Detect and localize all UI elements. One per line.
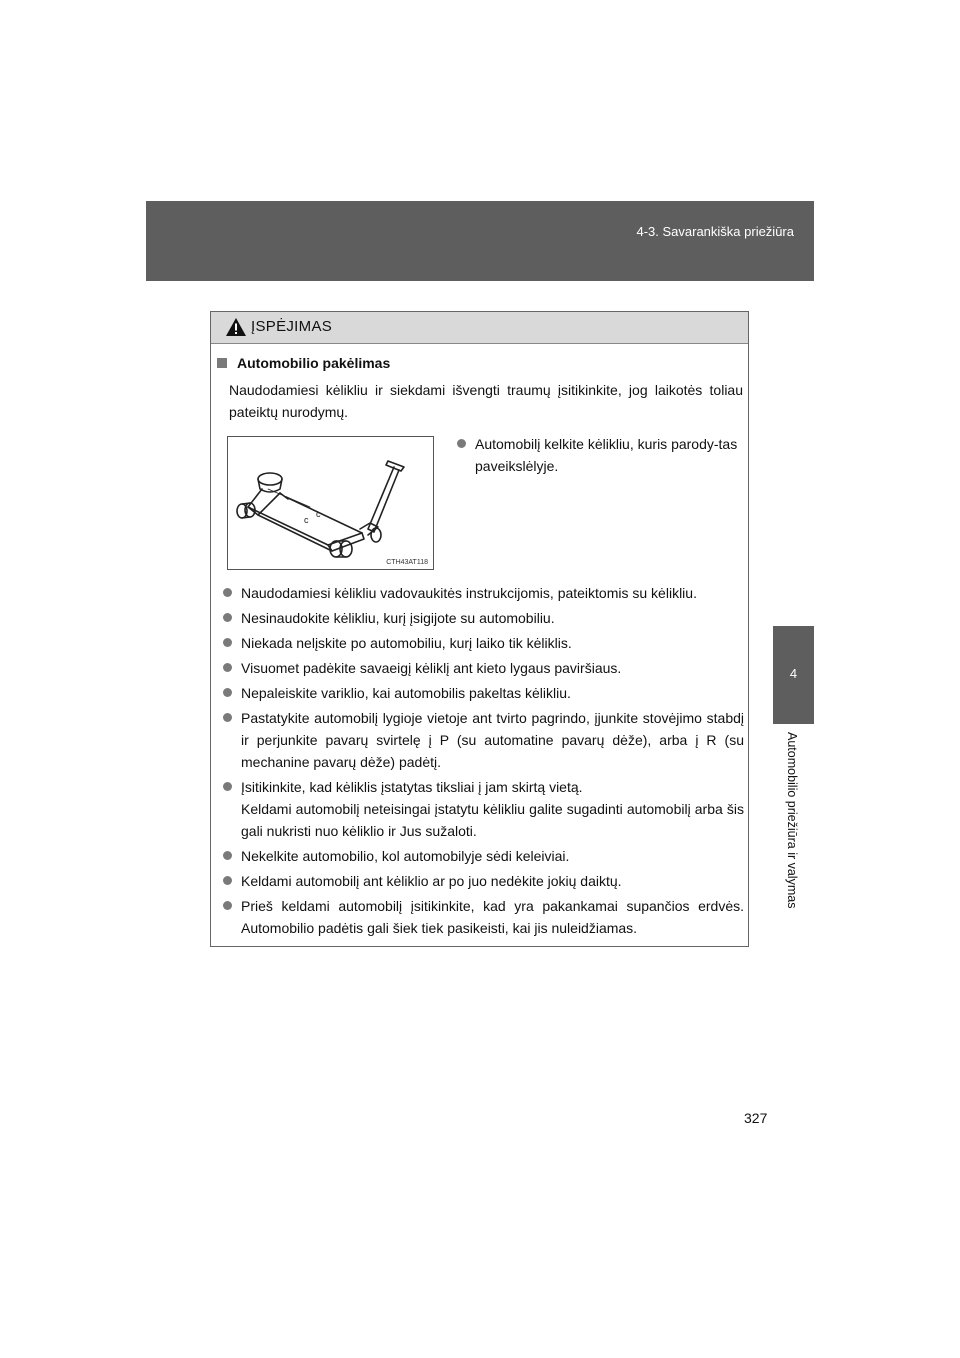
list-item-text: Nepaleiskite variklio, kai automobilis pakeltas kėlikliu. — [241, 685, 571, 701]
chapter-label: Automobilio priežiūra ir valymas — [785, 732, 799, 909]
list-item — [223, 582, 744, 604]
bullet-icon — [223, 588, 232, 597]
list-item-text: Nekelkite automobilio, kol automobilyje sėdi keleiviai. — [241, 848, 570, 864]
bullet-icon — [223, 901, 232, 910]
chapter-label-area — [773, 724, 814, 954]
list-item-text: Pastatykite automobilį lygioje vietoje ant tvirto pagrindo, įjunkite stovėjimo stabdį ir perjunkite pavarų svirtelę į P (su automatine pavarų dėže), arba į R (su mechanine pavarų dėže) padėtį. — [241, 710, 744, 770]
list-item — [223, 632, 744, 654]
bullet-icon — [223, 782, 232, 791]
list-item-text: Visuomet padėkite savaeigį kėliklį ant kieto lygaus paviršiaus. — [241, 660, 622, 676]
list-item-text: Nesinaudokite kėlikliu, kurį įsigijote su automobiliu. — [241, 610, 555, 626]
page-number: 327 — [744, 1110, 768, 1126]
floor-jack-illustration — [228, 437, 433, 569]
list-item-text: Keldami automobilį ant kėliklio ar po juo nedėkite jokių daiktų. — [241, 873, 622, 889]
bullet-icon — [223, 713, 232, 722]
list-item-text: Įsitikinkite, kad kėliklis įstatytas tiksliai į jam skirtą vietą. Keldami automobilį neteisingai įstatytu kėlikliu galite sugadinti automobilį arba šis gali nukristi nuo kėliklio ir Jus sužaloti. — [241, 779, 744, 839]
list-item — [223, 607, 744, 629]
warning-header — [211, 312, 748, 344]
chapter-number: 4 — [789, 666, 798, 681]
section-title-text: Automobilio pakėlimas — [237, 355, 391, 371]
list-item-text: Naudodamiesi kėlikliu vadovaukitės instrukcijomis, pateiktomis su kėlikliu. — [241, 585, 697, 601]
list-item — [223, 657, 744, 679]
svg-text:c: c — [304, 515, 309, 525]
bullet-list — [223, 582, 744, 942]
bullet-icon — [223, 638, 232, 647]
list-item — [223, 707, 744, 773]
figure-code: CTH43AT118 — [386, 559, 428, 566]
list-item — [223, 870, 744, 892]
section-header: 4-3. Savarankiška priežiūra — [636, 224, 794, 239]
square-bullet-icon — [217, 358, 227, 368]
list-item — [223, 845, 744, 867]
header-band — [146, 201, 814, 281]
bullet-icon — [223, 663, 232, 672]
jack-figure — [227, 436, 434, 570]
list-item — [223, 776, 744, 842]
list-item — [223, 682, 744, 704]
bullet-icon — [223, 851, 232, 860]
list-item-text: Niekada nelįskite po automobiliu, kurį laiko tik kėliklis. — [241, 635, 572, 651]
bullet-icon — [223, 876, 232, 885]
warning-box — [210, 311, 749, 947]
warning-triangle-icon — [225, 317, 247, 337]
figure-bullet-text: Automobilį kelkite kėlikliu, kuris parody-tas paveikslėlyje. — [475, 436, 738, 474]
section-title — [217, 355, 390, 371]
warning-title: ĮSPĖJIMAS — [251, 318, 333, 335]
intro-text: Naudodamiesi kėlikliu ir siekdami išvengti traumų įsitikinkite, jog laikotės toliau pateiktų nurodymų. — [229, 382, 743, 420]
figure-bullet — [457, 433, 765, 477]
list-item — [223, 895, 744, 939]
bullet-icon — [223, 613, 232, 622]
bullet-icon — [223, 688, 232, 697]
chapter-tab — [773, 626, 814, 724]
svg-text:c: c — [316, 509, 321, 519]
bullet-icon — [457, 439, 466, 448]
list-item-text: Prieš keldami automobilį įsitikinkite, kad yra pakankamai supančios erdvės. Automobilio padėtis gali šiek tiek pasikeisti, kai jis nuleidžiamas. — [241, 898, 744, 936]
